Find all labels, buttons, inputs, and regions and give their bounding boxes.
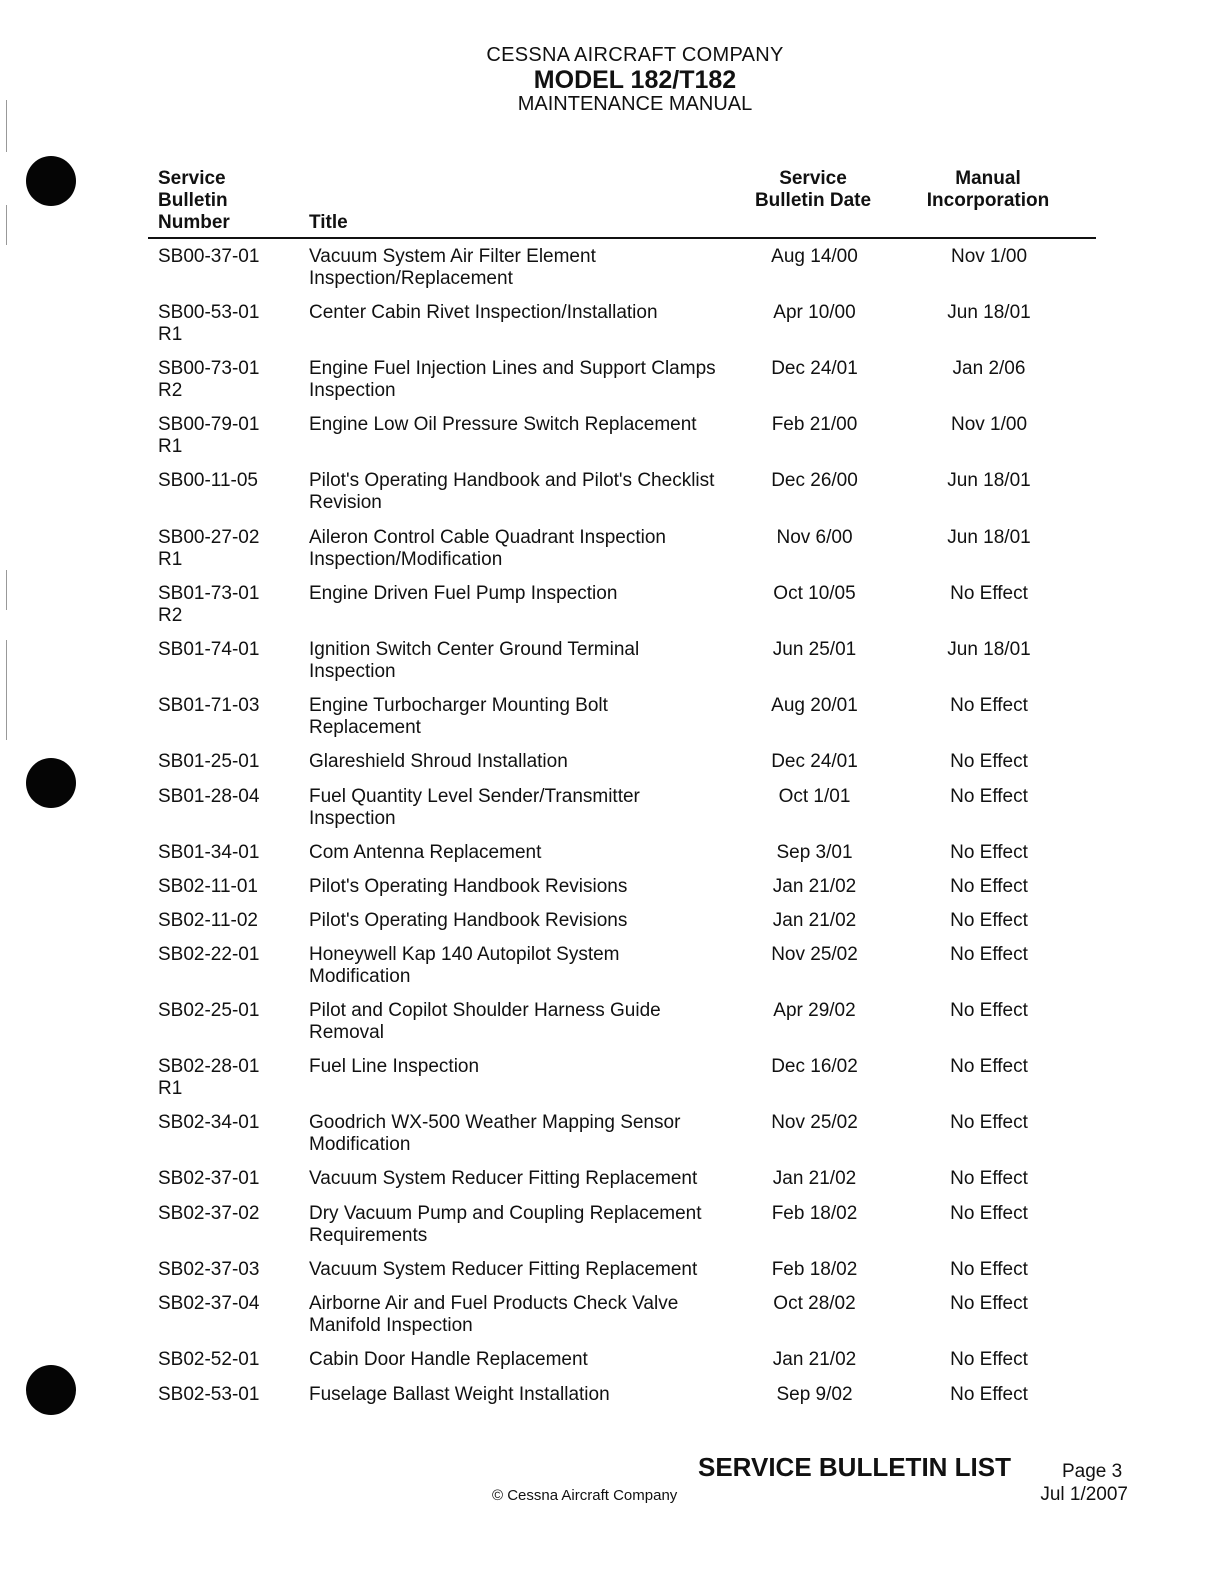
bulletin-number: SB02-25-01 bbox=[158, 1000, 260, 1021]
bulletin-title: Pilot's Operating Handbook and Pilot's Checklist Revision bbox=[309, 470, 715, 513]
column-header-date: Service Bulletin Date bbox=[754, 168, 872, 211]
column-header-title: Title bbox=[309, 212, 348, 233]
column-header-incorporation: Manual Incorporation bbox=[926, 168, 1050, 211]
manual-incorporation: No Effect bbox=[950, 786, 1028, 807]
bulletin-date: Sep 3/01 bbox=[776, 842, 853, 863]
manual-incorporation: No Effect bbox=[950, 876, 1028, 897]
bulletin-title: Fuel Quantity Level Sender/Transmitter Inspection bbox=[309, 786, 640, 829]
bulletin-number: SB00-53-01 R1 bbox=[158, 302, 260, 345]
bulletin-date: Apr 10/00 bbox=[773, 302, 856, 323]
bulletin-date: Dec 26/00 bbox=[771, 470, 858, 491]
company-name: CESSNA AIRCRAFT COMPANY bbox=[486, 44, 784, 66]
bulletin-title: Engine Fuel Injection Lines and Support Clamps Inspection bbox=[309, 358, 716, 401]
manual-incorporation: No Effect bbox=[950, 751, 1028, 772]
manual-incorporation: Jun 18/01 bbox=[947, 639, 1031, 660]
bulletin-date: Jan 21/02 bbox=[772, 876, 857, 897]
manual-incorporation: Nov 1/00 bbox=[950, 414, 1028, 435]
bulletin-date: Feb 18/02 bbox=[771, 1259, 858, 1280]
bulletin-date: Jan 21/02 bbox=[772, 910, 857, 931]
manual-incorporation: No Effect bbox=[950, 583, 1028, 604]
bulletin-date: Nov 25/02 bbox=[771, 944, 858, 965]
bulletin-number: SB02-22-01 bbox=[158, 944, 260, 965]
bulletin-date: Oct 28/02 bbox=[773, 1293, 856, 1314]
manual-incorporation: No Effect bbox=[950, 944, 1028, 965]
bulletin-number: SB00-11-05 bbox=[158, 470, 258, 491]
bulletin-number: SB02-37-03 bbox=[158, 1259, 260, 1280]
column-header-number: Service Bulletin Number bbox=[158, 168, 230, 233]
manual-incorporation: No Effect bbox=[950, 695, 1028, 716]
copyright: © Cessna Aircraft Company bbox=[492, 1487, 678, 1504]
manual-incorporation: No Effect bbox=[950, 1349, 1028, 1370]
bulletin-title: Ignition Switch Center Ground Terminal Inspection bbox=[309, 639, 640, 682]
bulletin-number: SB01-28-04 bbox=[158, 786, 260, 807]
bulletin-title: Aileron Control Cable Quadrant Inspection Inspection/Modification bbox=[309, 527, 666, 570]
bulletin-title: Vacuum System Reducer Fitting Replacement bbox=[309, 1168, 698, 1189]
bulletin-title: Engine Driven Fuel Pump Inspection bbox=[309, 583, 618, 604]
manual-name: MAINTENANCE MANUAL bbox=[517, 93, 753, 115]
manual-incorporation: No Effect bbox=[950, 1384, 1028, 1405]
bulletin-date: Nov 25/02 bbox=[771, 1112, 858, 1133]
bulletin-date: Sep 9/02 bbox=[776, 1384, 853, 1405]
section-title: SERVICE BULLETIN LIST bbox=[698, 1452, 1011, 1482]
manual-incorporation: No Effect bbox=[950, 842, 1028, 863]
bulletin-number: SB01-25-01 bbox=[158, 751, 260, 772]
bulletin-title: Vacuum System Reducer Fitting Replacement bbox=[309, 1259, 698, 1280]
manual-incorporation: No Effect bbox=[950, 910, 1028, 931]
bulletin-title: Engine Low Oil Pressure Switch Replacement bbox=[309, 414, 697, 435]
bulletin-title: Goodrich WX-500 Weather Mapping Sensor Modification bbox=[309, 1112, 681, 1155]
manual-incorporation: Nov 1/00 bbox=[950, 246, 1028, 267]
manual-incorporation: No Effect bbox=[950, 1293, 1028, 1314]
bulletin-number: SB01-73-01 R2 bbox=[158, 583, 260, 626]
manual-incorporation: No Effect bbox=[950, 1056, 1028, 1077]
bulletin-number: SB02-11-02 bbox=[158, 910, 258, 931]
bulletin-title: Pilot's Operating Handbook Revisions bbox=[309, 910, 628, 931]
manual-incorporation: No Effect bbox=[950, 1168, 1028, 1189]
bulletin-title: Cabin Door Handle Replacement bbox=[309, 1349, 588, 1370]
manual-incorporation: Jun 18/01 bbox=[947, 527, 1031, 548]
bulletin-date: Aug 14/00 bbox=[771, 246, 858, 267]
model-name: MODEL 182/T182 bbox=[533, 66, 737, 94]
bulletin-date: Feb 18/02 bbox=[771, 1203, 858, 1224]
bulletin-number: SB00-79-01 R1 bbox=[158, 414, 260, 457]
bulletin-title: Fuselage Ballast Weight Installation bbox=[309, 1384, 610, 1405]
bulletin-title: Engine Turbocharger Mounting Bolt Replacement bbox=[309, 695, 608, 738]
bulletin-date: Dec 16/02 bbox=[771, 1056, 858, 1077]
bulletin-number: SB01-74-01 bbox=[158, 639, 260, 660]
bulletin-date: Oct 10/05 bbox=[773, 583, 856, 604]
bulletin-title: Center Cabin Rivet Inspection/Installation bbox=[309, 302, 658, 323]
bulletin-date: Apr 29/02 bbox=[773, 1000, 856, 1021]
bulletin-number: SB02-34-01 bbox=[158, 1112, 260, 1133]
bulletin-number: SB02-11-01 bbox=[158, 876, 258, 897]
bulletin-title: Pilot and Copilot Shoulder Harness Guide Removal bbox=[309, 1000, 661, 1043]
revision-date: Jul 1/2007 bbox=[1040, 1484, 1128, 1505]
bulletin-number: SB02-53-01 bbox=[158, 1384, 260, 1405]
bulletin-number: SB02-28-01 R1 bbox=[158, 1056, 260, 1099]
bulletin-number: SB02-37-02 bbox=[158, 1203, 260, 1224]
bulletin-title: Glareshield Shroud Installation bbox=[309, 751, 568, 772]
bulletin-title: Pilot's Operating Handbook Revisions bbox=[309, 876, 628, 897]
bulletin-number: SB02-52-01 bbox=[158, 1349, 260, 1370]
manual-incorporation: Jun 18/01 bbox=[947, 470, 1031, 491]
bulletin-date: Jan 21/02 bbox=[772, 1168, 857, 1189]
bulletin-number: SB00-27-02 R1 bbox=[158, 527, 260, 570]
bulletin-date: Aug 20/01 bbox=[771, 695, 858, 716]
bulletin-title: Vacuum System Air Filter Element Inspection/Replacement bbox=[309, 246, 596, 289]
page-number: Page 3 bbox=[1062, 1461, 1123, 1482]
manual-incorporation: No Effect bbox=[950, 1203, 1028, 1224]
manual-incorporation: No Effect bbox=[950, 1259, 1028, 1280]
bulletin-number: SB02-37-04 bbox=[158, 1293, 260, 1314]
bulletin-date: Jan 21/02 bbox=[772, 1349, 857, 1370]
bulletin-number: SB01-34-01 bbox=[158, 842, 260, 863]
bulletin-title: Com Antenna Replacement bbox=[309, 842, 542, 863]
bulletin-number: SB02-37-01 bbox=[158, 1168, 260, 1189]
bulletin-number: SB01-71-03 bbox=[158, 695, 260, 716]
bulletin-date: Dec 24/01 bbox=[771, 751, 858, 772]
manual-incorporation: No Effect bbox=[950, 1000, 1028, 1021]
bulletin-date: Dec 24/01 bbox=[771, 358, 858, 379]
bulletin-date: Jun 25/01 bbox=[772, 639, 857, 660]
manual-incorporation: Jun 18/01 bbox=[947, 302, 1031, 323]
bulletin-date: Oct 1/01 bbox=[778, 786, 851, 807]
bulletin-title: Honeywell Kap 140 Autopilot System Modification bbox=[309, 944, 620, 987]
manual-incorporation: No Effect bbox=[950, 1112, 1028, 1133]
bulletin-number: SB00-73-01 R2 bbox=[158, 358, 260, 401]
bulletin-title: Fuel Line Inspection bbox=[309, 1056, 480, 1077]
bulletin-title: Dry Vacuum Pump and Coupling Replacement Requirements bbox=[309, 1203, 702, 1246]
bulletin-title: Airborne Air and Fuel Products Check Valve Manifold Inspection bbox=[309, 1293, 679, 1336]
bulletin-date: Nov 6/00 bbox=[776, 527, 853, 548]
bulletin-number: SB00-37-01 bbox=[158, 246, 260, 267]
manual-incorporation: Jan 2/06 bbox=[952, 358, 1026, 379]
bulletin-date: Feb 21/00 bbox=[771, 414, 858, 435]
